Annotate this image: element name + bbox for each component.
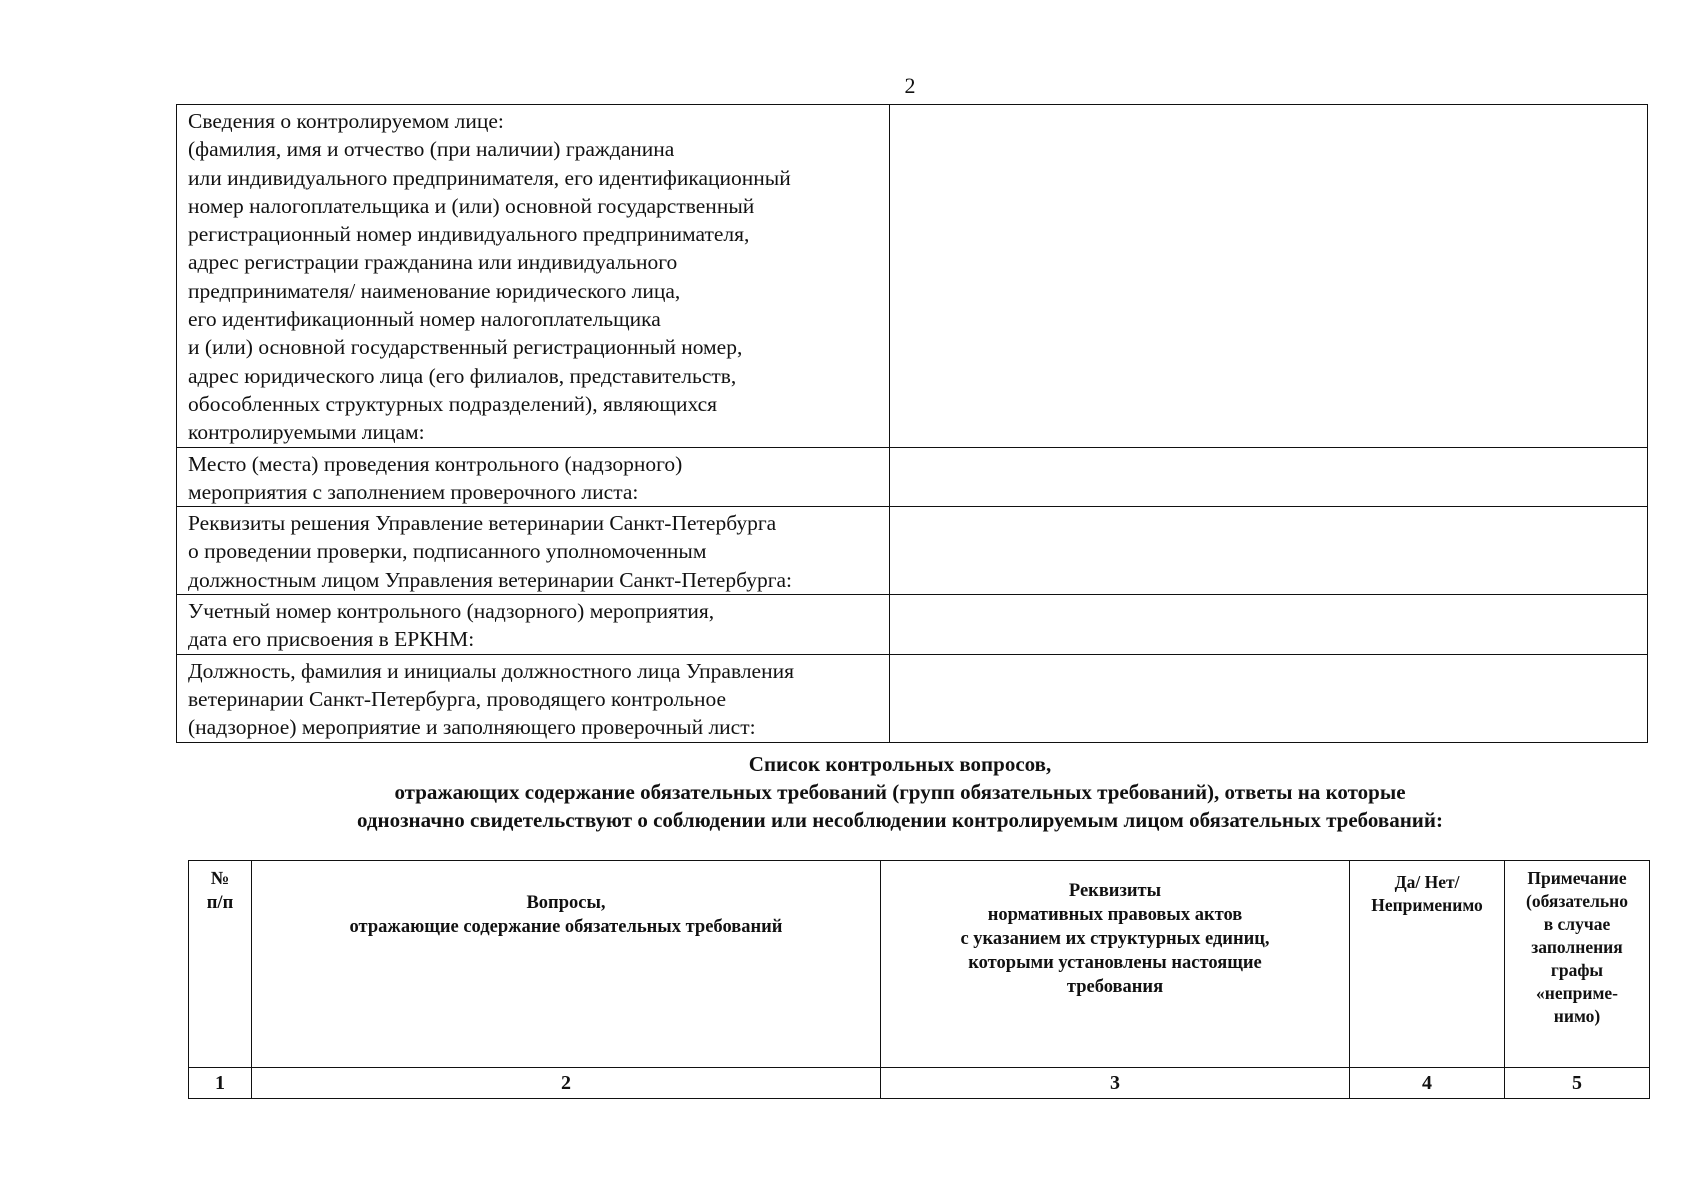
header-number-text: № п/п — [206, 869, 234, 913]
info-row-registration-number — [177, 595, 1648, 655]
checklist-header-row — [189, 861, 1650, 1068]
info-row-decision-details — [177, 507, 1648, 595]
column-number: 1 — [189, 1068, 252, 1099]
header-note-text: Примечание (обязательно в случае заполнения графы «неприме- нимо) — [1526, 868, 1628, 1026]
checklist-title: Список контрольных вопросов, отражающих содержание обязательных требований (групп обязательных требований), ответы на которые однозначно свидетельствуют о соблюдении или несоблюдении контролируемым лицом обязательных требований: — [357, 752, 1443, 832]
info-label-registration-number: Учетный номер контрольного (надзорного) мероприятия, дата его присвоения в ЕРКНМ: — [177, 595, 890, 655]
info-value-registration-number[interactable] — [890, 595, 1648, 655]
info-value-controlled-person[interactable] — [890, 105, 1648, 448]
header-questions — [252, 861, 881, 1068]
column-number: 2 — [252, 1068, 881, 1099]
info-row-official — [177, 654, 1648, 742]
info-value-decision-details[interactable] — [890, 507, 1648, 595]
header-note — [1505, 861, 1650, 1068]
info-value-place[interactable] — [890, 447, 1648, 507]
header-answer-text: Да/ Нет/ Неприменимо — [1371, 872, 1483, 915]
column-number-row — [189, 1068, 1650, 1099]
header-legal-acts — [881, 861, 1350, 1068]
info-label-place: Место (места) проведения контрольного (надзорного) мероприятия с заполнением проверочного листа: — [177, 447, 890, 507]
column-number: 4 — [1350, 1068, 1505, 1099]
info-label-controlled-person: Сведения о контролируемом лице: (фамилия, имя и отчество (при наличии) гражданина или индивидуального предпринимателя, его идентификационный номер налогоплательщика и (или) основной государственный регистрационный номер индивидуального предпринимателя, адрес регистрации гражданина или индивидуального предпринимателя/ наименование юридического лица, его идентификационный номер налогоплательщика и (или) основной государственный регистрационный номер, адрес юридического лица (его филиалов, представительств, обособленных структурных подразделений), являющихся контролируемыми лицам: — [177, 105, 890, 448]
info-value-official[interactable] — [890, 654, 1648, 742]
controlled-person-info-table — [176, 104, 1648, 743]
info-row-controlled-person — [177, 105, 1648, 448]
header-answer — [1350, 861, 1505, 1068]
info-label-official: Должность, фамилия и инициалы должностного лица Управления ветеринарии Санкт-Петербурга, проводящего контрольное (надзорное) мероприятие и заполняющего проверочный лист: — [177, 654, 890, 742]
info-label-decision-details: Реквизиты решения Управление ветеринарии Санкт-Петербурга о проведении проверки, подписанного уполномоченным должностным лицом Управления ветеринарии Санкт-Петербурга: — [177, 507, 890, 595]
column-number: 5 — [1505, 1068, 1650, 1099]
page-number: 2 — [904, 73, 916, 98]
info-row-place — [177, 447, 1648, 507]
checklist-table — [188, 860, 1650, 1099]
header-legal-acts-text: Реквизиты нормативных правовых актов с указанием их структурных единиц, которыми установлены настоящие требования — [960, 881, 1270, 997]
header-number — [189, 861, 252, 1068]
header-questions-text: Вопросы, отражающие содержание обязательных требований — [349, 893, 783, 937]
column-number: 3 — [881, 1068, 1350, 1099]
